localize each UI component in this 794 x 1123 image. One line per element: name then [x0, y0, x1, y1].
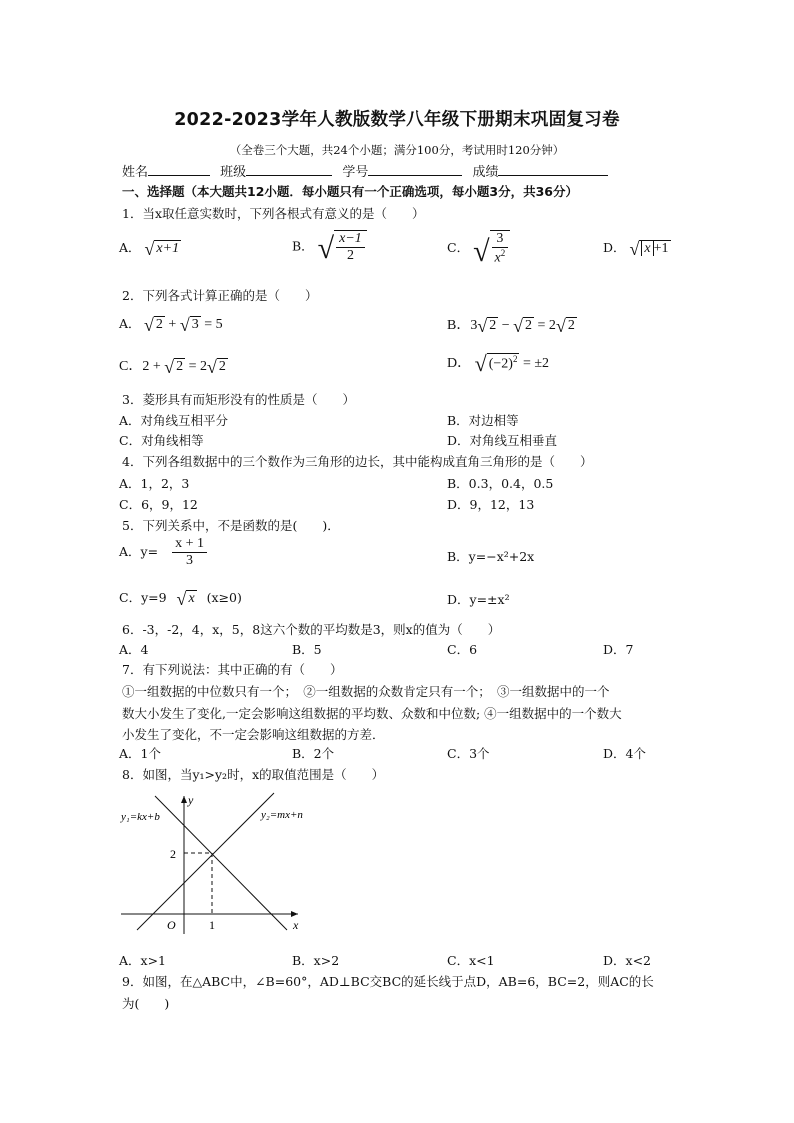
student-info-row: [122, 161, 614, 180]
q4-option-a[interactable]: A．1，2，3: [119, 476, 190, 491]
q6-option-a[interactable]: A．4: [119, 642, 149, 657]
question-2: 2．下列各式计算正确的是（ ）: [122, 288, 318, 303]
q2-a-rad1: 2: [155, 316, 163, 332]
q5-a-prefix: A．y=: [119, 544, 159, 560]
question-5: 5．下列关系中，不是函数的是( )．: [122, 518, 340, 533]
q1-b-denominator: 2: [346, 248, 354, 264]
q2-b-rad1: 2: [489, 317, 497, 333]
q2-c-rad1: 2: [176, 358, 184, 374]
sqrt-expression: √ 2: [513, 315, 533, 336]
question-6: 6．-3，-2，4，x，5，8这六个数的平均数是3，则x的值为（ ）: [122, 622, 501, 637]
q1-option-d[interactable]: [603, 238, 671, 258]
q4-option-b[interactable]: B．0.3，0.4，0.5: [447, 476, 554, 491]
class-label: 班级: [220, 165, 247, 180]
score-blank[interactable]: [498, 162, 608, 176]
sqrt-expression: √ x: [176, 588, 195, 609]
q5-c-suffix: (x≥0): [206, 590, 242, 605]
q7-statement-line: 数大小发生了变化,一定会影响这组数据的平均数、众数和中位数; ④一组数据中的一个数大: [122, 706, 622, 721]
q2-b-rad2: 2: [525, 317, 533, 333]
id-label: 学号: [342, 165, 369, 180]
q5-c-prefix: C．y=9: [119, 590, 167, 605]
q1-option-a[interactable]: [119, 238, 181, 258]
q1-a-radicand: x+1: [156, 240, 180, 256]
q3-option-a[interactable]: A．对角线互相平分: [119, 413, 229, 428]
q2-a-result: = 5: [204, 317, 223, 332]
y2-label: y₂=mx+n: [261, 809, 303, 821]
q8-option-c[interactable]: C．x<1: [447, 953, 495, 968]
q2-a-label: A．: [119, 316, 141, 331]
x-axis-arrow: [291, 911, 298, 917]
q7-statement-line: ①一组数据的中位数只有一个； ②一组数据的众数肯定只有一个； ③一组数据中的一个: [122, 684, 610, 699]
page-title: 2022-2023学年人教版数学八年级下册期末巩固复习卷: [174, 110, 620, 130]
sqrt-expression: √ x+1: [144, 238, 180, 259]
q5-option-b[interactable]: B．y=−x²+2x: [447, 549, 535, 564]
x-axis-label: x: [293, 918, 299, 932]
sqrt-expression: √ 2: [144, 314, 163, 335]
q2-d-result: = ±2: [522, 356, 550, 371]
question-3: 3．菱形具有而矩形没有的性质是（ ）: [122, 392, 355, 407]
q5-option-d[interactable]: D．y=±x²: [447, 592, 510, 607]
q2-b-op: −: [501, 318, 510, 333]
score-label: 成绩: [472, 165, 499, 180]
question-9-continued: 为( ): [122, 996, 170, 1011]
q5-option-a[interactable]: [119, 536, 207, 569]
q2-b-label: B．3: [447, 318, 478, 333]
y-tick-label: 2: [170, 847, 176, 861]
q1-a-label: A．: [119, 240, 141, 255]
sqrt-expression: √ 2: [207, 356, 226, 377]
q5-a-denominator: 3: [186, 553, 194, 569]
q2-a-rad2: 3: [191, 316, 199, 332]
name-label: 姓名: [122, 165, 149, 180]
sqrt-expression: √ $(-2)^2$: [474, 350, 518, 376]
q4-option-c[interactable]: C．6，9，12: [119, 497, 198, 512]
sqrt-expression: √ $\frac{3}{x^2}$: [473, 230, 510, 267]
q1-option-c[interactable]: [447, 230, 510, 267]
q6-option-c[interactable]: C．6: [447, 642, 478, 657]
q6-option-b[interactable]: B．5: [292, 642, 322, 657]
q1-d-label: D．: [603, 240, 626, 255]
q1-c-numerator: 3: [492, 231, 509, 248]
y-axis-label: y: [188, 793, 194, 807]
q7-option-a[interactable]: A．1个: [119, 746, 161, 761]
fraction: [172, 536, 207, 569]
q2-c-label: C．2 +: [119, 359, 161, 374]
q6-option-d[interactable]: D．7: [603, 642, 634, 657]
q1-d-plus: +1: [653, 240, 669, 256]
q7-option-b[interactable]: B．2个: [292, 746, 335, 761]
q1-d-abs: x: [641, 241, 653, 256]
id-blank[interactable]: [368, 162, 462, 176]
q8-option-d[interactable]: D．x<2: [603, 953, 651, 968]
q2-a-op: +: [168, 317, 177, 332]
q2-option-d[interactable]: [447, 352, 549, 375]
q2-option-c[interactable]: [119, 355, 228, 376]
q2-c-eq: = 2: [188, 359, 208, 374]
origin-label: O: [167, 918, 176, 932]
question-4: 4．下列各组数据中的三个数作为三角形的边长，其中能构成直角三角形的是（ ）: [122, 454, 593, 469]
q5-c-radicand: x: [188, 590, 195, 606]
q7-option-d[interactable]: D．4个: [603, 746, 646, 761]
q3-option-d[interactable]: D．对角线互相垂直: [447, 433, 558, 448]
q1-b-numerator: x−1: [336, 231, 365, 248]
q2-option-b[interactable]: [447, 314, 577, 335]
q1-c-label: C．: [447, 239, 470, 255]
question-9: 9．如图，在△ABC中，∠B=60°，AD⊥BC交BC的延长线于点D，AB=6，BC=2，则AC的长: [122, 974, 654, 989]
q2-b-rad3: 2: [567, 317, 575, 333]
x-tick-label: 1: [209, 918, 215, 932]
sqrt-expression: √ 2: [477, 315, 497, 336]
q2-d-exp: 2: [512, 353, 518, 364]
q3-option-c[interactable]: C．对角线相等: [119, 433, 204, 448]
q2-option-a[interactable]: [119, 314, 223, 334]
class-blank[interactable]: [246, 162, 332, 176]
sqrt-expression: √ x +1: [629, 238, 669, 259]
exam-subtitle: （全卷三个大题，共24个小题；满分100分，考试用时120分钟）: [229, 143, 565, 157]
sqrt-expression: √ $\frac{x-1}{2}$: [318, 230, 367, 264]
q1-c-exponent: 2: [500, 248, 506, 259]
q1-option-b[interactable]: [292, 230, 367, 264]
q5-option-c[interactable]: [119, 588, 242, 608]
q4-option-d[interactable]: D．9，12，13: [447, 497, 535, 512]
section-heading: 一、选择题（本大题共12小题．每小题只有一个正确选项，每小题3分，共36分）: [122, 184, 578, 199]
q7-statement-line: 小发生了变化，不一定会影响这组数据的方差．: [122, 727, 385, 742]
name-blank[interactable]: [148, 162, 210, 176]
function-graph-figure: [115, 788, 305, 938]
q2-b-eq: = 2: [537, 318, 556, 333]
sqrt-expression: √ 3: [179, 314, 199, 335]
question-7: 7．有下列说法：其中正确的有（ ）: [122, 662, 343, 677]
q8-option-a[interactable]: A．x>1: [119, 953, 167, 968]
question-8: 8．如图，当y₁>y₂时，x的取值范围是（ ）: [122, 767, 385, 782]
q2-d-base: (−2): [488, 356, 513, 372]
q3-option-b[interactable]: B．对边相等: [447, 413, 519, 428]
y1-label: y₁=kx+b: [121, 811, 160, 823]
q7-option-c[interactable]: C．3个: [447, 746, 490, 761]
q2-d-label: D．: [447, 356, 472, 371]
q2-c-rad2: 2: [218, 358, 226, 374]
sqrt-expression: √ 2: [555, 315, 575, 336]
y-axis-arrow: [181, 796, 187, 803]
q1-c-denominator: x: [494, 250, 501, 266]
question-1: 1．当x取任意实数时，下列各根式有意义的是（ ）: [122, 206, 425, 221]
sqrt-expression: √ 2: [164, 356, 184, 377]
q1-b-label: B．: [292, 238, 314, 254]
q5-a-numerator: x + 1: [172, 536, 207, 553]
q8-option-b[interactable]: B．x>2: [292, 953, 340, 968]
